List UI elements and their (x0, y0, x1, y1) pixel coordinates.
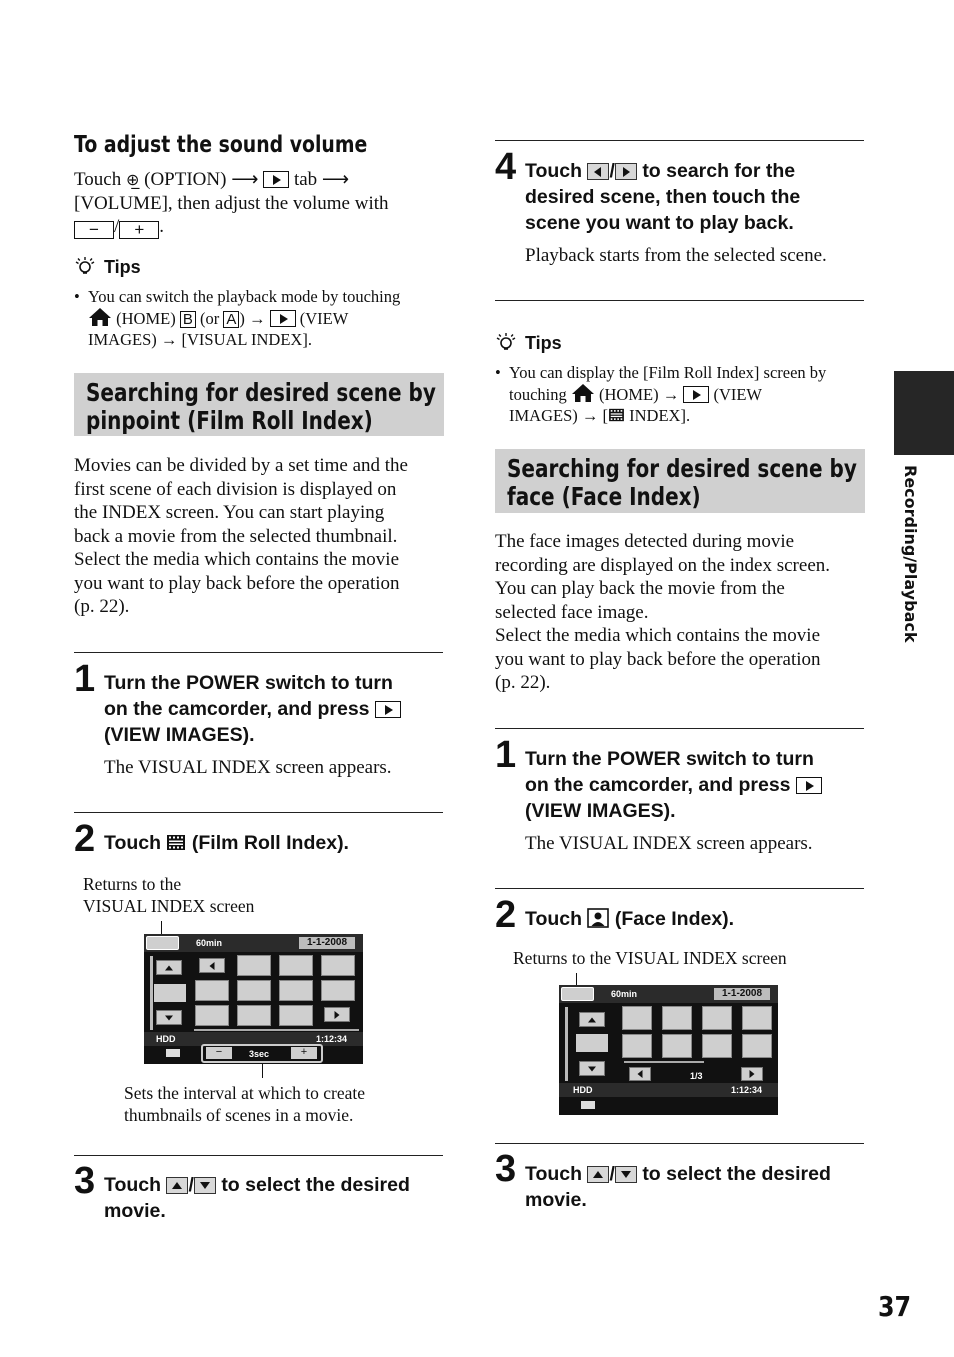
arrow-icon: → (662, 385, 680, 404)
media-remaining: 60min (196, 938, 223, 948)
up-button-icon (587, 1166, 609, 1183)
arrow-icon: → (248, 309, 266, 328)
step-result: Playback starts from the selected scene. (525, 245, 827, 266)
step-title: Turn the POWER switch to turn on the camcorder, and press (VIEW IMAGES). (104, 670, 444, 748)
divider (74, 652, 443, 653)
divider (495, 300, 864, 301)
callout-label: Returns to the VISUAL INDEX screen (513, 948, 787, 968)
face-index-screen (559, 985, 778, 1115)
step-number: 2 (74, 818, 96, 860)
next-button-icon (615, 163, 637, 180)
arrow-icon: → (581, 406, 599, 425)
b-mark-icon: B (180, 311, 196, 328)
chapter-label: Recording/Playback (901, 465, 920, 643)
face-index-intro: The face images detected during movie recording are displayed on the index screen. You can play back the movie from the selected face image. Select the media which contains the movie you want to play back before the operation (p. 22). (495, 531, 831, 693)
step-result: The VISUAL INDEX screen appears. (525, 833, 813, 854)
view-images-icon (263, 171, 289, 188)
step-title: Touch (Face Index). (525, 908, 735, 930)
callout-line (262, 1064, 263, 1078)
step-title: Touch / to select the desired movie. (104, 1174, 410, 1222)
divider (495, 728, 864, 729)
sound-volume-text: Touch ⊕̲ (OPTION) ⟶ tab ⟶ [VOLUME], then adjust the volume with − / + . (74, 169, 389, 239)
media-hdd: HDD (156, 1034, 176, 1044)
tips-heading: Tips (495, 332, 562, 354)
prev-page-icon (629, 1067, 651, 1081)
step-number: 1 (495, 734, 517, 776)
face-index-icon (587, 908, 609, 928)
back-button-icon (146, 936, 179, 950)
plus-button-icon: + (119, 221, 159, 239)
divider (495, 140, 864, 141)
a-mark-icon: A (223, 311, 239, 328)
film-roll-index-screen (144, 934, 363, 1064)
step-title: Turn the POWER switch to turn on the camcorder, and press (VIEW IMAGES). (525, 746, 865, 824)
tips-text: • You can display the [Film Roll Index] screen by touching (HOME) → (VIEW IMAGES) → [ INDEX]. (495, 363, 827, 425)
home-icon (88, 307, 112, 327)
step-number: 3 (495, 1148, 517, 1190)
step-title: Touch / to search for the desired scene, then touch the scene you want to play back. (525, 160, 801, 234)
view-images-icon (270, 310, 296, 327)
down-button-icon (615, 1166, 637, 1183)
next-icon (324, 1007, 350, 1022)
section-heading-face-index: Searching for desired scene by face (Face Index) (495, 449, 865, 513)
scroll-up-icon (579, 1012, 605, 1027)
date-chip: 1-1-2008 (714, 988, 770, 1000)
divider (74, 1155, 443, 1156)
total-time: 1:12:34 (731, 1085, 763, 1095)
step-result: The VISUAL INDEX screen appears. (104, 757, 392, 778)
interval-minus-icon: − (206, 1047, 232, 1059)
tips-text: • You can switch the playback mode by touching (HOME) B (or A ) → (VIEW IMAGES) → [VISUAL INDEX]. (74, 287, 401, 349)
down-button-icon (194, 1177, 216, 1194)
scroll-down-icon (156, 1010, 182, 1025)
interval-plus-icon: + (291, 1047, 317, 1059)
minus-button-icon: − (74, 221, 114, 239)
lightbulb-icon (74, 256, 96, 278)
step-number: 1 (74, 658, 96, 700)
callout-label: Returns to the VISUAL INDEX screen (83, 874, 255, 916)
step-number: 2 (495, 894, 517, 936)
back-button-icon (561, 987, 594, 1001)
section-heading-film-roll: Searching for desired scene by pinpoint (Film Roll Index) (74, 373, 444, 436)
scroll-up-icon (156, 960, 182, 975)
sound-volume-heading: To adjust the sound volume (74, 132, 368, 158)
step-number: 4 (495, 146, 517, 188)
film-roll-index-icon (608, 408, 625, 422)
view-images-icon (375, 701, 401, 718)
lightbulb-icon (495, 332, 517, 354)
total-time: 1:12:34 (316, 1034, 348, 1044)
callout-label: Sets the interval at which to create thumbnails of scenes in a movie. (124, 1083, 366, 1125)
divider (74, 812, 443, 813)
home-icon (571, 383, 595, 403)
date-chip: 1-1-2008 (299, 937, 355, 949)
interval-value: 3sec (249, 1049, 270, 1059)
film-roll-intro: Movies can be divided by a set time and the first scene of each division is displayed on the INDEX screen. You can start playing back a movie from the selected thumbnail. Select the media which contains the movie you want to play back before the operation (p. 22). (74, 455, 408, 617)
step-title: Touch / to select the desired movie. (525, 1163, 831, 1211)
arrow-icon: ⟶ (321, 169, 350, 190)
previous-button-icon (587, 163, 609, 180)
scroll-down-icon (579, 1061, 605, 1076)
film-roll-index-icon (166, 834, 186, 851)
step-number: 3 (74, 1160, 96, 1202)
page-indicator: 1/3 (690, 1071, 703, 1081)
option-icon: ⊕̲ (125, 170, 140, 189)
media-hdd: HDD (573, 1085, 593, 1095)
arrow-icon: ⟶ (231, 169, 259, 190)
chapter-tab (894, 371, 954, 455)
view-images-icon (796, 777, 822, 794)
view-images-icon (683, 386, 709, 403)
next-page-icon (741, 1067, 763, 1081)
step-title: Touch (Film Roll Index). (104, 832, 349, 854)
media-remaining: 60min (611, 989, 638, 999)
prev-icon (199, 958, 225, 973)
divider (495, 888, 864, 889)
tips-heading: Tips (74, 256, 141, 278)
divider (495, 1143, 864, 1144)
up-button-icon (166, 1177, 188, 1194)
page-number: 37 (878, 1290, 912, 1323)
